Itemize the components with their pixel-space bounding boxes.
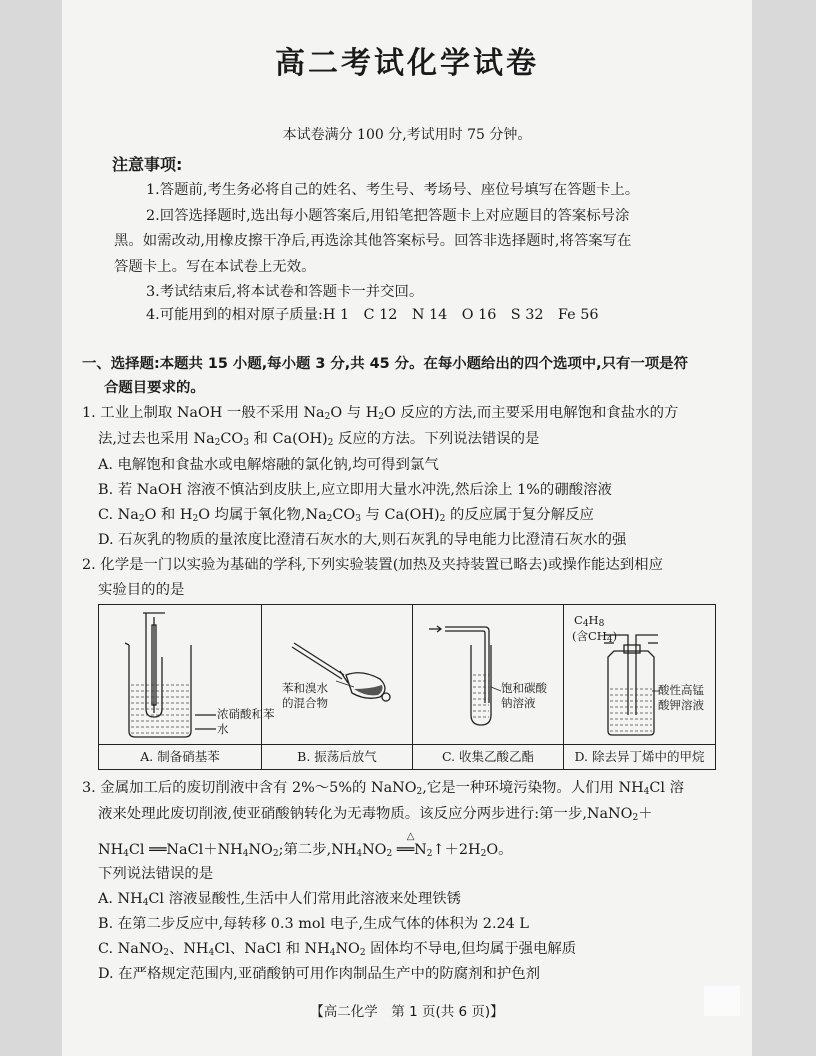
separatory-funnel-diagram: [262, 605, 413, 747]
label-solution: 钠溶液: [501, 696, 536, 710]
q3-equations: $NH_4Cl$ $══NaCl+NH_4NO_2$;第二步$,NH_4NO_2$ △ $══N_2↑+2H_2O$。: [98, 840, 513, 860]
notice-item: 3.考试结束后,将本试卷和答题卡一并交回。: [146, 284, 424, 300]
label-mixture: 的混合物: [282, 696, 328, 710]
panel-a: [99, 605, 275, 769]
q3-question: 下列说法错误的是: [98, 866, 214, 882]
section-heading-cont: 合题目要求的。: [104, 380, 205, 396]
label-benzene-bromine: 苯和溴水: [282, 681, 328, 695]
q1-option-b: B. 若 NaOH 溶液不慎沾到皮肤上,应立即用大量水冲洗,然后涂上 1%的硼酸溶液: [98, 482, 612, 498]
panel-b-caption: B. 振荡后放气: [262, 744, 412, 769]
nitration-apparatus-diagram: [99, 605, 262, 747]
q3-stem: 3. 金属加工后的废切削液中含有 2%～5%的 NaNO$_2$,它是一种环境污染物。人们用 $NH_4Cl$ 溶: [82, 780, 684, 797]
label-water: 水: [217, 722, 229, 736]
q2-stem: 2. 化学是一门以实验为基础的学科,下列实验装置(加热及夹持装置已略去)或操作能达到相应: [82, 557, 663, 573]
notice-item: 4.可能用到的相对原子质量:H 1 C 12 N 14 O 16 S 32 Fe 56: [146, 307, 599, 323]
q1-option-a: A. 电解饱和食盐水或电解熔融的氯化钠,均可得到氯气: [98, 457, 439, 473]
notice-item: 答题卡上。写在本试卷上无效。: [114, 259, 316, 275]
label-acid-benzene: 浓硝酸和苯: [217, 707, 275, 721]
label-sodium-carbonate: 饱和碳酸: [501, 681, 547, 695]
notice-item: 1.答题前,考生务必将自己的姓名、考生号、考场号、座位号填写在答题卡上。: [146, 182, 640, 198]
q2-stem-cont: 实验目的的是: [98, 582, 185, 598]
section-heading: 一、选择题:本题共 15 小题,每小题 3 分,共 45 分。在每小题给出的四个选项中,只有一项是符: [82, 356, 688, 372]
q1-option-c: C. $Na_2O$ 和 $H_2O$ 均属于氧化物$,Na_2CO_3$ 与 $Ca(OH)_2$ 的反应属于复分解反应: [98, 507, 594, 524]
page-title: 高二考试化学试卷: [275, 46, 539, 81]
q3-option-c: C. NaNO$_2$、$NH_4Cl$、NaCl 和 $NH_4NO_2$ 固体均不导电,但均属于强电解质: [98, 941, 577, 958]
q1-stem-cont: 法,过去也采用 $Na_2CO_3$ 和 $Ca(OH)_2$ 反应的方法。下列说法错误的是: [98, 431, 540, 448]
exam-page: [62, 0, 752, 1056]
panel-d-caption: D. 除去异丁烯中的甲烷: [564, 744, 715, 769]
label-isobutene: $C_4H_8$: [574, 613, 605, 629]
page-footer: 【高二化学 第 1 页(共 6 页)】: [310, 1004, 504, 1020]
notice-item: 黑。如需改动,用橡皮擦干净后,再选涂其他答案标号。回答非选择题时,将答案写在: [114, 233, 632, 249]
heat-symbol: △: [406, 831, 415, 842]
ester-collection-diagram: [413, 605, 564, 747]
apparatus-table: [98, 604, 716, 770]
panel-c: [413, 605, 564, 769]
q1-option-d: D. 石灰乳的物质的量浓度比澄清石灰水的大,则石灰乳的导电能力比澄清石灰水的强: [98, 532, 627, 548]
label-kmno4: 酸性高锰: [658, 683, 704, 697]
panel-c-caption: C. 收集乙酸乙酯: [413, 744, 563, 769]
q3-stem-cont: 液来处理此废切削液,使亚硝酸钠转化为无毒物质。该反应分两步进行:第一步,NaNO$_2$＋: [98, 806, 653, 823]
panel-a-caption: A. 制备硝基苯: [99, 744, 261, 769]
label-methane-note: (含$CH_4$): [572, 629, 618, 645]
panel-d: [564, 605, 715, 769]
q1-stem: 1. 工业上制取 NaOH 一般不采用 $Na_2O$ 与 $H_2O$ 反应的方法,而主要采用电解饱和食盐水的方: [82, 405, 679, 422]
notice-item: 2.回答选择题时,选出每小题答案后,用铅笔把答题卡上对应题目的答案标号涂: [146, 208, 630, 224]
q3-option-b: B. 在第二步反应中,每转移 0.3 mol 电子,生成气体的体积为 2.24 L: [98, 916, 529, 932]
exam-info: 本试卷满分 100 分,考试用时 75 分钟。: [282, 127, 532, 143]
q3-option-d: D. 在严格规定范围内,亚硝酸钠可用作肉制品生产中的防腐剂和护色剂: [98, 966, 541, 982]
notice-heading: 注意事项:: [112, 155, 183, 174]
blank-corner-patch: [704, 986, 740, 1016]
q3-option-a: A. $NH_4Cl$ 溶液显酸性,生活中人们常用此溶液来处理铁锈: [98, 891, 461, 908]
panel-b: [262, 605, 413, 769]
label-kmno4-solution: 酸钾溶液: [658, 698, 704, 712]
